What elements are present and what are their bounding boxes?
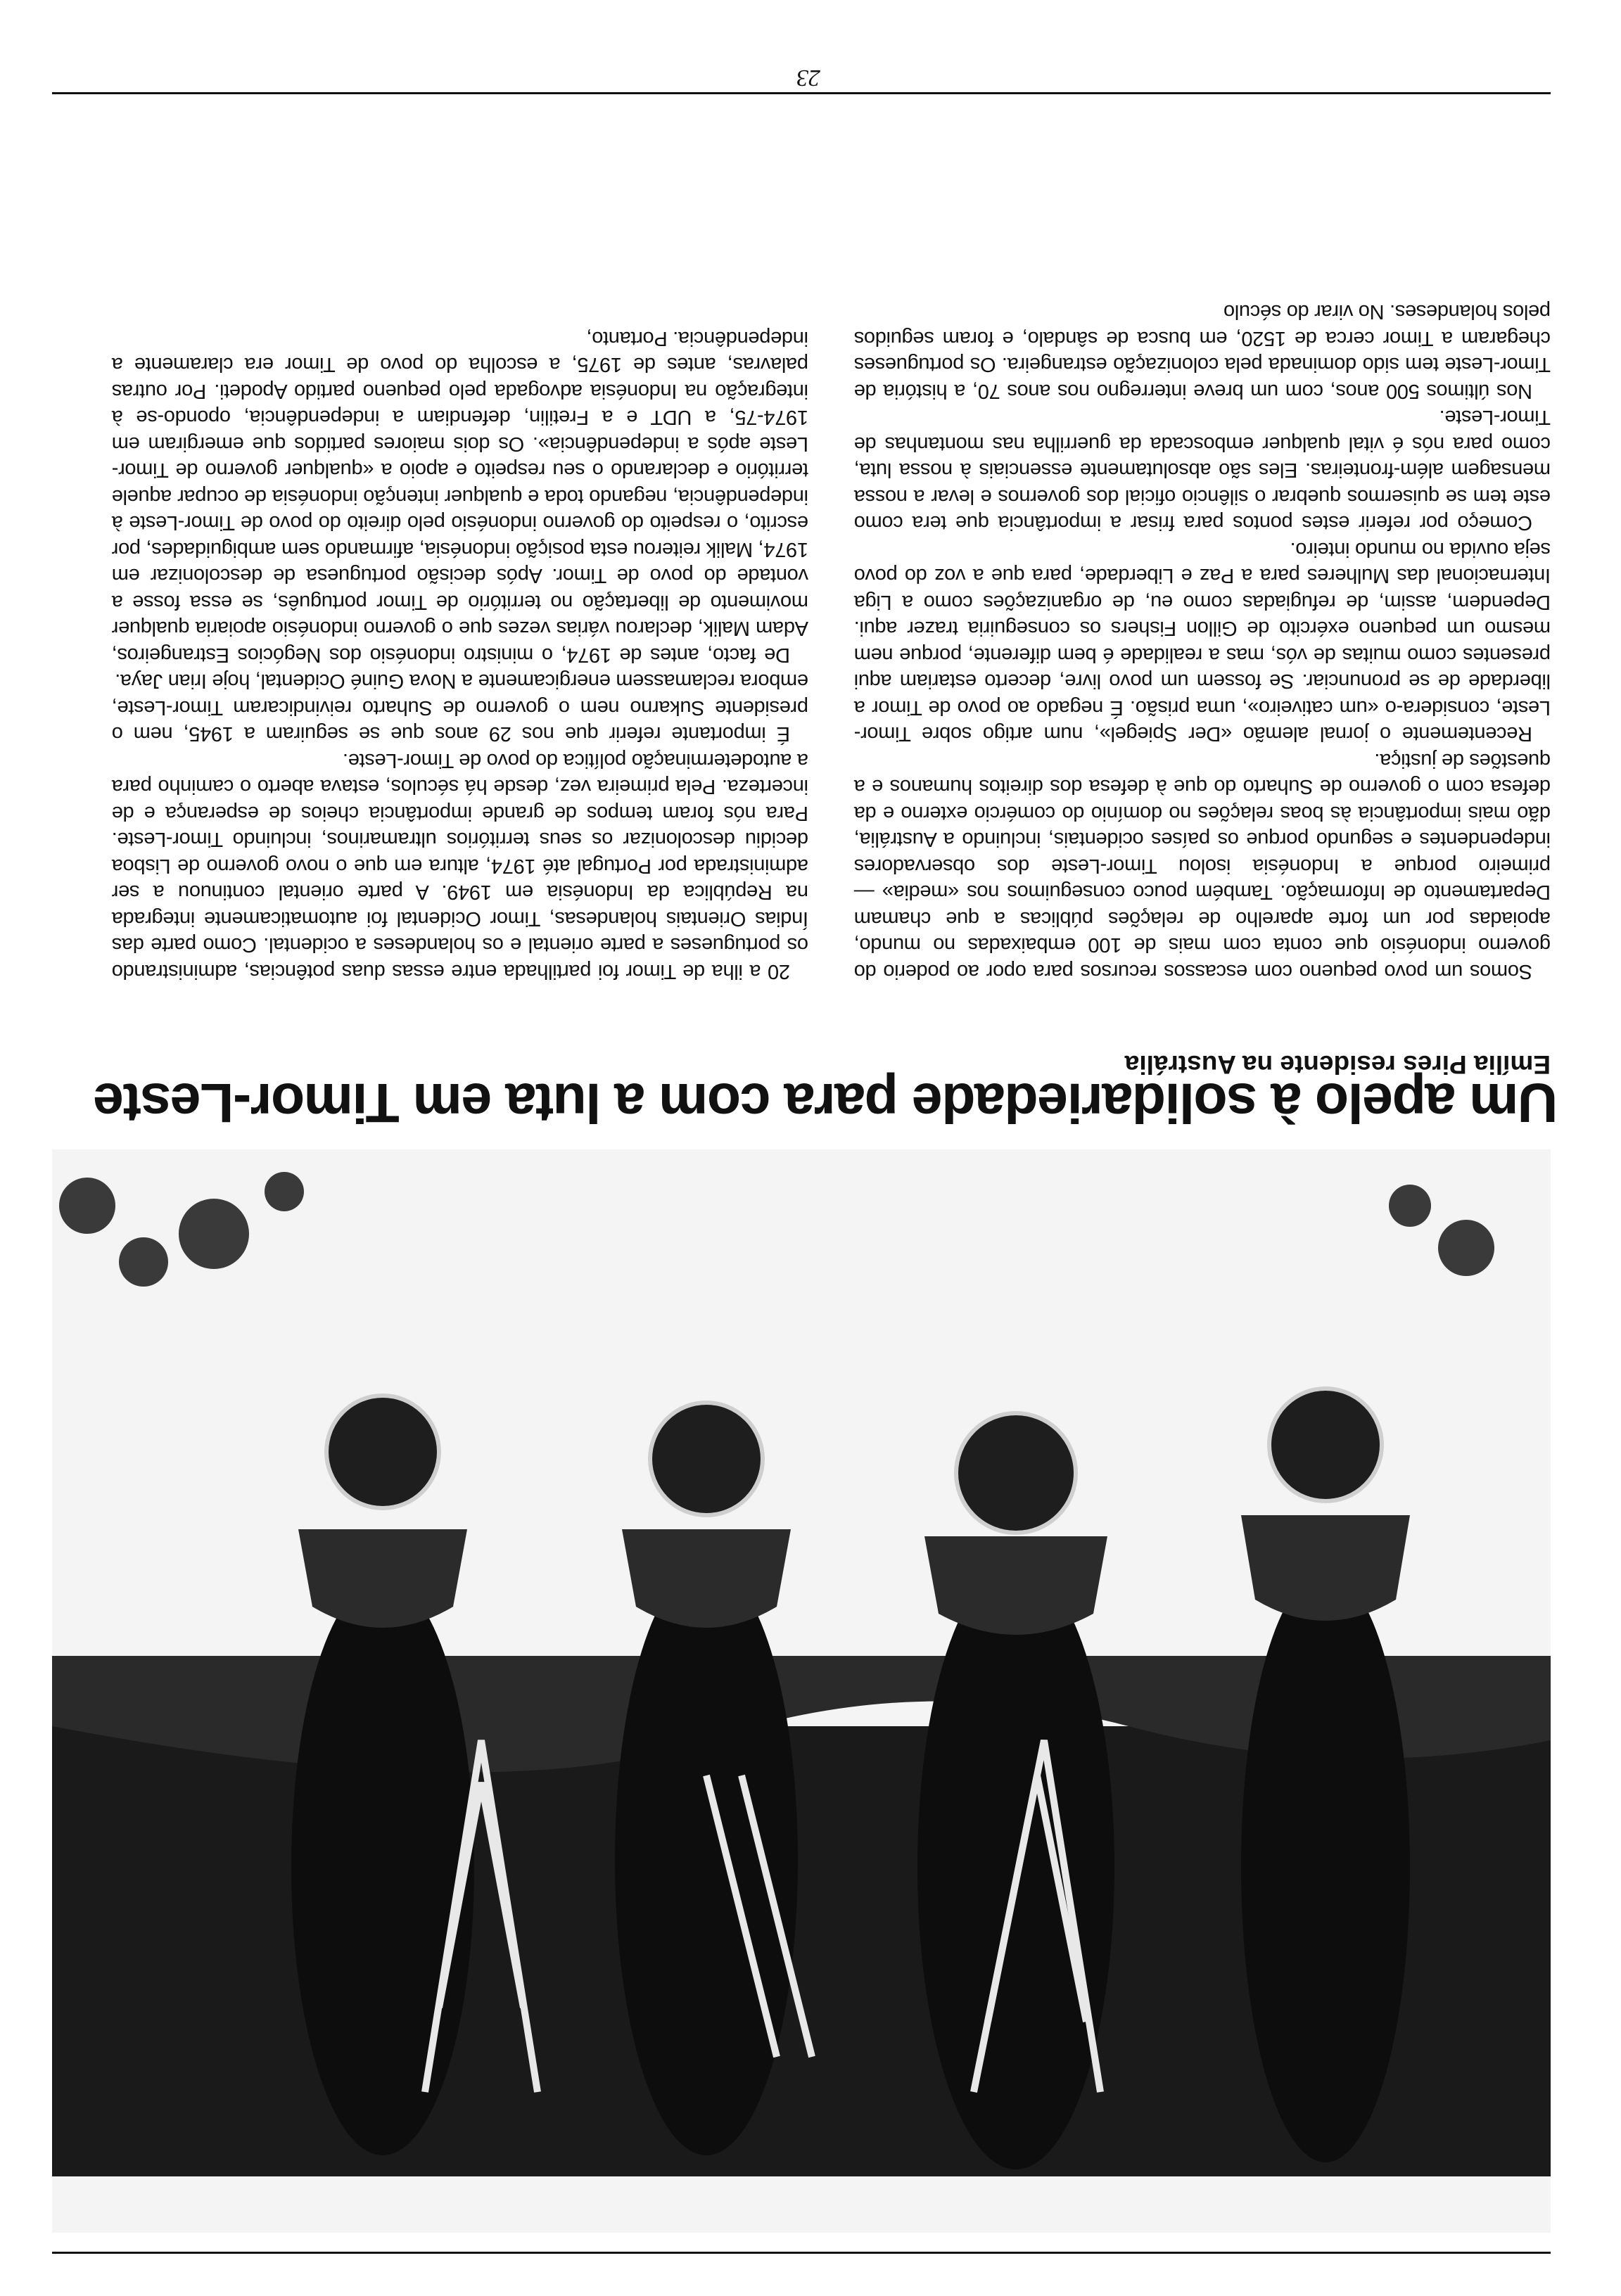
byline: Emília Pires residente na Austrália <box>1124 1050 1551 1079</box>
headline: Um apelo à solidariedade para com a luta em Timor-Leste <box>94 1072 1558 1135</box>
article-photo <box>52 1149 1551 2233</box>
paragraph: Somos um povo pequeno com escassos recursos para opor ao poderio do governo indonésio que conta com mais de 100 embaixadas no mundo, apoiadas por um forte aparelho de relações públicas a que chamam Departamento de Informação. Também pouco conseguimos nos «media» — primeiro porque a Indonésia isolou Timor-Leste dos observadores independentes e segundo porque os países ocidentais, incluindo a Austrália, dão mais importância às boas relações no domínio do comércio externo e da defesa com o governo de Suharto do que à defesa dos direitos humanos e a questões de justiça. <box>854 749 1551 983</box>
article-column-right <box>112 325 808 985</box>
page-number: 23 <box>796 65 820 91</box>
article-column-left <box>854 298 1551 984</box>
paragraph: Nos últimos 500 anos, com um breve interregno nos anos 70, a história de Timor-Leste tem sido dominada pela colonização estrangeira. Os portugueses chegaram a Timor cerca de 1520, em busca de sândalo, e foram seguidos pelos holandeses. No virar do século <box>854 300 1551 402</box>
bottom-rule <box>52 2252 1551 2254</box>
top-rule <box>52 92 1551 94</box>
paragraph: Começo por referir estes pontos para frisar a importância que tera como este tem se quisermos quebrar o silêncio oficial dos governos e levar a nossa mensagem além-fronteiras. Eles são absolutamente essenciais à nossa luta, como para nós é vital qualquer emboscada da guerrilha nas montanhas de Timor-Leste. <box>854 406 1551 535</box>
photo-women-in-traditional-dress <box>52 1149 1551 2233</box>
paragraph: Recentemente o jornal alemão «Der Spiegel», num artigo sobre Timor-Leste, considera-o «um cativeiro», uma prisão. É negado ao povo de Timor a liberdade de se pronunciar. Se fossem um povo livre, decerto estariam aqui presentes como muitas de vós, mas a realidade é bem diferente, porque nem mesmo um pequeno exército de Gillon Fishers os conseguiria trazer aqui. Dependem, assim, de refugiadas como eu, de organizações como a Liga Internacional das Mulheres para a Paz e Liberdade, para que a voz do povo seja ouvida no mundo inteiro. <box>854 538 1551 746</box>
paragraph: 20 a ilha de Timor foi partilhada entre essas duas potências, administrando os portugueses a parte oriental e os holandeses a ocidental. Como parte das Índias Orientais holandesas, Timor Ocidental foi automaticamente integrada na República da Indonésia em 1949. A parte oriental continuou a ser administrada por Portugal até 1974, altura em que o novo governo de Lisboa decidiu descolonizar os seus territórios ultramarinos, incluindo Timor-Leste. Para nós foram tempos de grande importância cheios de esperança e de incerteza. Pela primeira vez, desde há séculos, estava aberto o caminho para a autodeterminação política do povo de Timor-Leste. <box>112 749 808 983</box>
paragraph: De facto, antes de 1974, o ministro indonésio dos Negócios Estrangeiros, Adam Malik, declarou várias vezes que o governo indonésio apoiaria qualquer movimento de libertação no território de Timor português, se essa fosse a vontade do povo de Timor. Após decisão portuguesa de descolonizar em 1974, Malik reiterou esta posição indonésia, afirmando sem ambiguidades, por escrito, o respeito do governo indonésio pelo direito do povo de Timor-Leste à independência, negando toda e qualquer intenção indonésia de ocupar aquele território e declarando o seu respeito e apoio a «qualquer governo de Timor-Leste após a independência». Os dois maiores partidos que emergiram em 1974-75, a UDT e a Fretilin, defendiam a independência, opondo-se à integração na Indonésia advogada pelo pequeno partido Apodeti. Por outras palavras, antes de 1975, a escolha do povo de Timor era claramente a independência. Portanto, <box>112 327 808 666</box>
paragraph: É importante referir que nos 29 anos que se seguiram a 1945, nem o presidente Sukarno nem o governo de Suharto reivindicaram Timor-Leste, embora reclamassem energicamente a Nova Guiné Ocidental, hoje Irian Jaya. <box>112 670 808 746</box>
